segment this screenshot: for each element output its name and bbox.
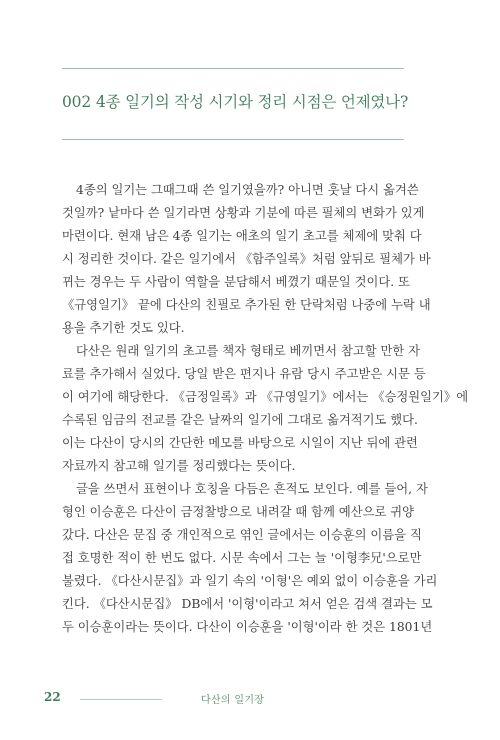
body-line: 수록된 임금의 전교를 같은 날짜의 일기에 그대로 옮겨적기도 했다. xyxy=(62,413,418,427)
body-line: 다산은 원래 일기의 초고를 책자 형태로 베끼면서 참고할 만한 자 xyxy=(76,344,421,358)
body-line: 용을 추기한 것도 있다. xyxy=(62,321,185,335)
body-line: 《규영일기》 끝에 다산의 친필로 추가된 한 단락처럼 나중에 누락 내 xyxy=(62,298,431,312)
body-line: 자료까지 참고해 일기를 정리했다는 뜻이다. xyxy=(62,459,296,473)
body-line: 시 정리한 것이다. 같은 일기에서 《함주일록》처럼 앞뒤로 필체가 바 xyxy=(62,252,431,266)
top-divider xyxy=(62,68,404,69)
section-title: 4종 일기의 작성 시기와 정리 시점은 언제였나? xyxy=(96,93,409,111)
body-line: 킨다. 《다산시문집》 DB에서 '이형'이라고 쳐서 얻은 검색 결과는 모 xyxy=(62,597,433,611)
heading-divider xyxy=(62,139,404,140)
running-title: 다산의 일기장 xyxy=(201,695,265,706)
body-line: 마련이다. 현재 남은 4종 일기는 애초의 일기 초고를 체제에 맞춰 다 xyxy=(62,229,422,243)
body-line: 갔다. 다산은 문집 중 개인적으로 엮인 글에서는 이승훈의 이름을 직 xyxy=(62,528,422,542)
page-number: 22 xyxy=(44,690,61,704)
body-line: 글을 쓰면서 표현이나 호칭을 다듬은 흔적도 보인다. 예를 들어, 자 xyxy=(76,482,428,496)
page-footer xyxy=(44,690,424,708)
section-number: 002 xyxy=(62,93,91,111)
body-line: 뀌는 경우는 두 사람이 역할을 분담해서 베꼈기 때문일 것이다. 또 xyxy=(62,275,410,289)
body-line: 이 여기에 해당한다. 《금정일록》과 《규영일기》에서는 《승정원일기》에 xyxy=(62,390,469,404)
body-line: 접 호명한 적이 한 번도 없다. 시문 속에서 그는 늘 '이형李兄'으로만 xyxy=(62,551,422,565)
body-line: 이는 다산이 당시의 간단한 메모를 바탕으로 시일이 지난 뒤에 관련 xyxy=(62,436,418,450)
body-line: 형인 이승훈은 다산이 금정찰방으로 내려갈 때 함께 예산으로 귀양 xyxy=(62,505,414,519)
body-line: 료를 추가해서 실었다. 당일 받은 편지나 유람 당시 주고받은 시문 등 xyxy=(62,367,426,381)
body-line: 4종의 일기는 그때그때 쓴 일기였을까? 아니면 훗날 다시 옮겨쓴 xyxy=(76,183,419,197)
section-heading xyxy=(62,90,409,112)
body-text xyxy=(62,179,469,639)
footer-divider xyxy=(80,699,162,700)
body-line: 것일까? 낱마다 쓴 일기라면 상황과 기분에 따른 필체의 변화가 있게 xyxy=(62,206,425,220)
body-line: 두 이승훈이라는 뜻이다. 다산이 이승훈을 '이형'이라 한 것은 1801년 xyxy=(62,620,433,634)
body-line: 불렸다. 《다산시문집》과 일기 속의 '이형'은 예외 없이 이승훈을 가리 xyxy=(62,574,438,588)
